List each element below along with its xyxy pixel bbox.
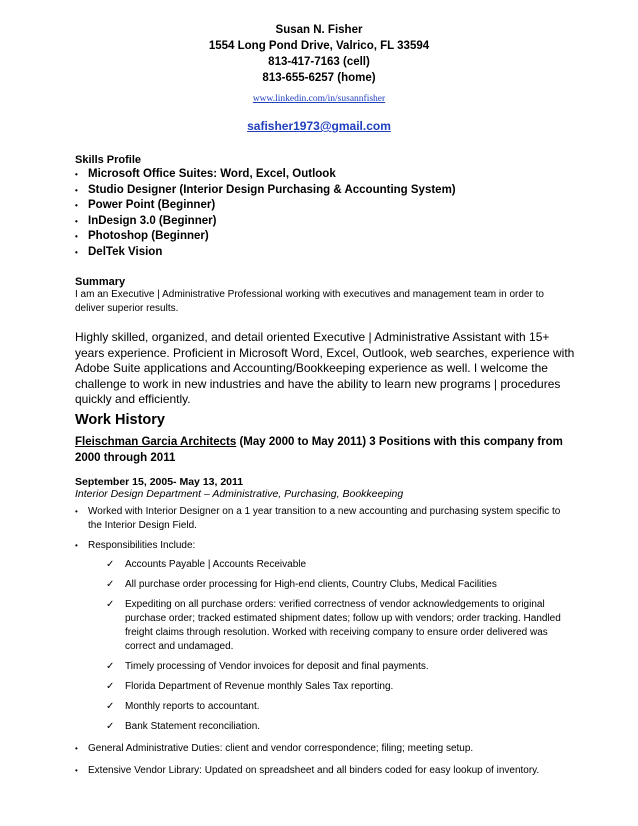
position-dates: September 15, 2005- May 13, 2011: [75, 476, 244, 488]
duties-list: [75, 505, 575, 553]
responsibility-item: [75, 720, 575, 734]
skill-item: • DelTek Vision: [75, 245, 575, 261]
email-link[interactable]: safisher1973@gmail.com: [247, 119, 391, 133]
check-icon: ✓: [106, 661, 115, 672]
skills-section: [75, 154, 575, 260]
phone-home: 813-655-6257 (home): [262, 72, 376, 84]
skill-item: • Studio Designer (Interior Design Purchasing & Accounting System): [75, 183, 575, 199]
duties-section: [75, 505, 575, 778]
check-icon: ✓: [106, 579, 115, 590]
duties-list-2: [75, 742, 575, 778]
duty-item: • General Administrative Duties: client and vendor correspondence; filing; meeting setup.: [75, 742, 575, 756]
summary-text: I am an Executive | Administrative Professional working with executives and management team in order to deliver superior results.: [75, 289, 544, 314]
duty-item: • Extensive Vendor Library: Updated on spreadsheet and all binders coded for easy lookup of inventory.: [75, 764, 575, 778]
check-icon: ✓: [106, 599, 115, 610]
company-details: (May 2000 to May 2011) 3 Positions with this company from 2000 through 2011: [75, 436, 563, 464]
responsibilities-list: [75, 558, 575, 734]
skill-item: • InDesign 3.0 (Beginner): [75, 214, 575, 230]
skill-item: • Power Point (Beginner): [75, 198, 575, 214]
department: Interior Design Department – Administrative, Purchasing, Bookkeeping: [75, 488, 404, 500]
work-history-section: [75, 412, 575, 500]
skill-item: • Photoshop (Beginner): [75, 229, 575, 245]
responsibility-text: Florida Department of Revenue monthly Sales Tax reporting.: [125, 681, 394, 692]
address: 1554 Long Pond Drive, Valrico, FL 33594: [208, 40, 430, 52]
linkedin-link[interactable]: www.linkedin.com/in/susannfisher: [252, 94, 386, 104]
duty-item: • Responsibilities Include:: [75, 539, 575, 553]
check-icon: ✓: [106, 559, 115, 570]
responsibility-item: [75, 578, 575, 592]
responsibility-item: [75, 700, 575, 714]
work-history-title: Work History: [75, 412, 165, 428]
responsibility-text: Expediting on all purchase orders: verified correctness of vendor acknowledgements to original purchase order; tracked estimated shipment dates; follow up with vendors; order tracking. Handled freight claims through resolution. Worked with receiving company to ensure order delivered was correct and undamaged.: [125, 599, 561, 652]
phone-cell: 813-417-7163 (cell): [268, 56, 370, 68]
summary-paragraph: Highly skilled, organized, and detail oriented Executive | Administrative Assistant with 15+ years experience. Proficient in Microsoft Word, Excel, Outlook, web searches, experience with Adobe Suite applications and Accounting/Bookkeeping experience as well. I welcome the challenge to work in new industries and have the ability to learn new programs | procedures quickly and efficiently.: [75, 330, 575, 406]
summary-section: [75, 276, 575, 316]
contact-header: [0, 22, 638, 86]
applicant-name: Susan N. Fisher: [275, 24, 363, 36]
company-name: Fleischman Garcia Architects: [75, 436, 237, 448]
duty-item: • Worked with Interior Designer on a 1 year transition to a new accounting and purchasing system specific to the Interior Design Field.: [75, 505, 575, 533]
check-icon: ✓: [106, 681, 115, 692]
responsibility-item: [75, 558, 575, 572]
summary-title: Summary: [75, 276, 126, 288]
skills-list: [75, 167, 575, 260]
responsibility-text: Bank Statement reconciliation.: [125, 721, 261, 732]
skills-title: Skills Profile: [75, 154, 142, 166]
responsibility-item: [75, 660, 575, 674]
check-icon: ✓: [106, 721, 115, 732]
company-heading: [75, 434, 575, 466]
responsibility-text: Monthly reports to accountant.: [125, 701, 260, 712]
skill-item: • Microsoft Office Suites: Word, Excel, Outlook: [75, 167, 575, 183]
responsibility-item: [75, 598, 575, 654]
responsibility-text: All purchase order processing for High-end clients, Country Clubs, Medical Facilities: [125, 579, 497, 590]
check-icon: ✓: [106, 701, 115, 712]
responsibility-text: Accounts Payable | Accounts Receivable: [125, 559, 307, 570]
responsibility-item: [75, 680, 575, 694]
responsibility-text: Timely processing of Vendor invoices for deposit and final payments.: [125, 661, 429, 672]
